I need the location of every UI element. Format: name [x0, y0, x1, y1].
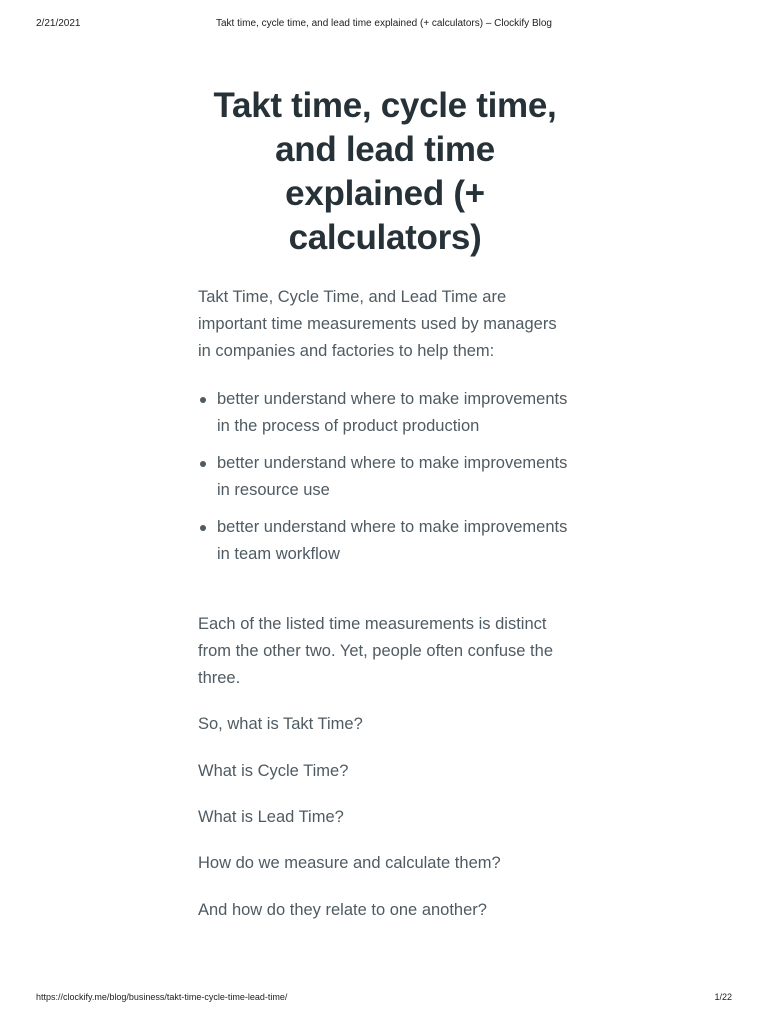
article: [198, 84, 572, 919]
print-footer: [36, 992, 732, 1006]
list-item: [198, 450, 572, 504]
print-url: https://clockify.me/blog/business/takt-time-cycle-time-lead-time/: [36, 992, 288, 1002]
question-measure: How do we measure and calculate them?: [198, 854, 501, 872]
list-item-text: better understand where to make improvements in the process of product production: [217, 390, 568, 435]
print-header: [36, 18, 732, 32]
page-number: 1/22: [714, 992, 732, 1002]
question-lead-time: What is Lead Time?: [198, 808, 344, 826]
question-cycle-time: What is Cycle Time?: [198, 762, 349, 780]
list-item-text: better understand where to make improvements in team workflow: [217, 518, 568, 563]
confusion-paragraph: Each of the listed time measurements is distinct from the other two. Yet, people often confuse the three.: [198, 615, 553, 687]
list-item: [198, 386, 572, 440]
print-date: 2/21/2021: [36, 18, 81, 29]
intro-paragraph: Takt Time, Cycle Time, and Lead Time are important time measurements used by managers in companies and factories to help them:: [198, 288, 557, 360]
print-page-title: Takt time, cycle time, and lead time explained (+ calculators) – Clockify Blog: [216, 18, 552, 29]
bullet-list: [198, 386, 572, 578]
list-item-text: better understand where to make improvements in resource use: [217, 454, 568, 499]
article-title: Takt time, cycle time, and lead time explained (+ calculators): [213, 86, 557, 257]
question-takt-time: So, what is Takt Time?: [198, 715, 363, 733]
bullet-dot-icon: [200, 525, 206, 531]
list-item: [198, 514, 572, 568]
question-relate: And how do they relate to one another?: [198, 901, 487, 919]
bullet-dot-icon: [200, 461, 206, 467]
bullet-dot-icon: [200, 397, 206, 403]
